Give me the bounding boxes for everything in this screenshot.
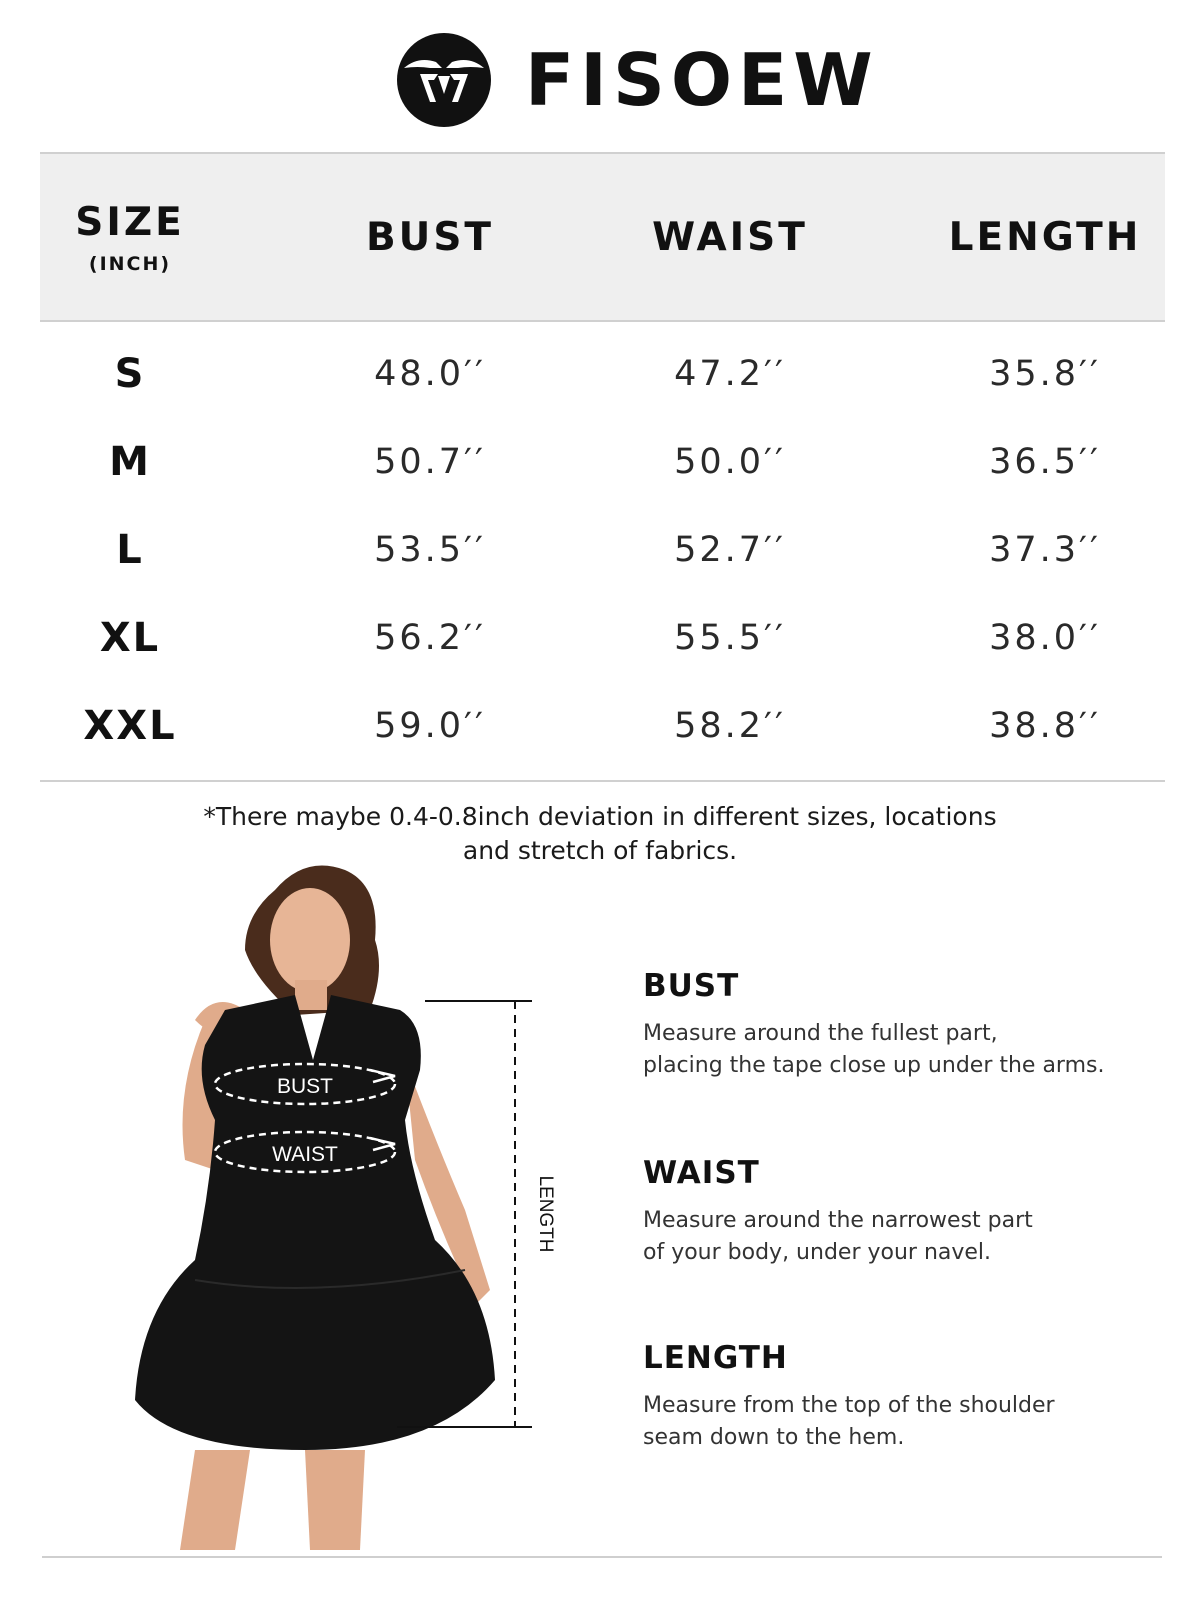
size-chart-table <box>40 152 1165 782</box>
waist-cell: 55.5′′ <box>674 618 786 658</box>
waist-cell: 47.2′′ <box>674 354 786 394</box>
note-line-1: *There maybe 0.4-0.8inch deviation in different sizes, locations <box>203 802 997 831</box>
table-row <box>40 506 1165 594</box>
length-cell: 37.3′′ <box>989 530 1101 570</box>
note-line-2: and stretch of fabrics. <box>462 836 738 865</box>
length-description <box>643 1340 1163 1454</box>
fisoew-logo-icon <box>396 32 492 128</box>
header-size-unit: (INCH) <box>88 252 172 275</box>
size-cell: XXL <box>83 703 177 749</box>
waist-text-line-2: of your body, under your navel. <box>643 1240 992 1265</box>
bust-title: BUST <box>643 968 740 1004</box>
bust-cell: 48.0′′ <box>374 354 486 394</box>
waist-cell: 52.7′′ <box>674 530 786 570</box>
length-cell: 38.8′′ <box>989 706 1101 746</box>
table-body <box>40 322 1165 782</box>
header-size-label: SIZE <box>75 199 185 245</box>
model-face <box>270 888 350 992</box>
bust-text-line-1: Measure around the fullest part, <box>643 1021 998 1046</box>
waist-cell: 58.2′′ <box>674 706 786 746</box>
header-waist-label: WAIST <box>652 214 808 260</box>
table-header <box>40 152 1165 322</box>
waist-title: WAIST <box>643 1155 760 1191</box>
table-row <box>40 594 1165 682</box>
header-bust <box>280 154 580 320</box>
bust-cell: 56.2′′ <box>374 618 486 658</box>
waist-text-line-1: Measure around the narrowest part <box>643 1208 1033 1233</box>
size-cell: S <box>114 351 146 397</box>
waist-description <box>643 1155 1163 1269</box>
size-cell: L <box>116 527 144 573</box>
table-row <box>40 330 1165 418</box>
bust-description <box>643 968 1163 1082</box>
length-text-line-2: seam down to the hem. <box>643 1425 905 1450</box>
length-cell: 35.8′′ <box>989 354 1101 394</box>
bust-cell: 53.5′′ <box>374 530 486 570</box>
header-length-label: LENGTH <box>948 214 1142 260</box>
table-row <box>40 418 1165 506</box>
bust-text-line-2: placing the tape close up under the arms. <box>643 1053 1105 1078</box>
header-length <box>895 154 1195 320</box>
deviation-note <box>0 800 1200 868</box>
size-cell: XL <box>99 615 161 661</box>
brand-header <box>0 30 1200 130</box>
length-cell: 38.0′′ <box>989 618 1101 658</box>
length-cell: 36.5′′ <box>989 442 1101 482</box>
length-title: LENGTH <box>643 1340 788 1376</box>
bottom-divider <box>42 1556 1162 1558</box>
length-text-line-1: Measure from the top of the shoulder <box>643 1393 1055 1418</box>
waist-figure-label: WAIST <box>272 1143 338 1166</box>
bust-figure-label: BUST <box>276 1075 334 1098</box>
model-figure <box>135 860 575 1560</box>
brand-name: FISOEW <box>525 38 879 122</box>
length-figure-label: LENGTH <box>535 1175 556 1253</box>
waist-cell: 50.0′′ <box>674 442 786 482</box>
table-row <box>40 682 1165 770</box>
size-cell: M <box>109 439 151 485</box>
bust-cell: 59.0′′ <box>374 706 486 746</box>
header-bust-label: BUST <box>365 214 495 260</box>
header-size <box>40 154 220 320</box>
header-waist <box>580 154 880 320</box>
bust-cell: 50.7′′ <box>374 442 486 482</box>
